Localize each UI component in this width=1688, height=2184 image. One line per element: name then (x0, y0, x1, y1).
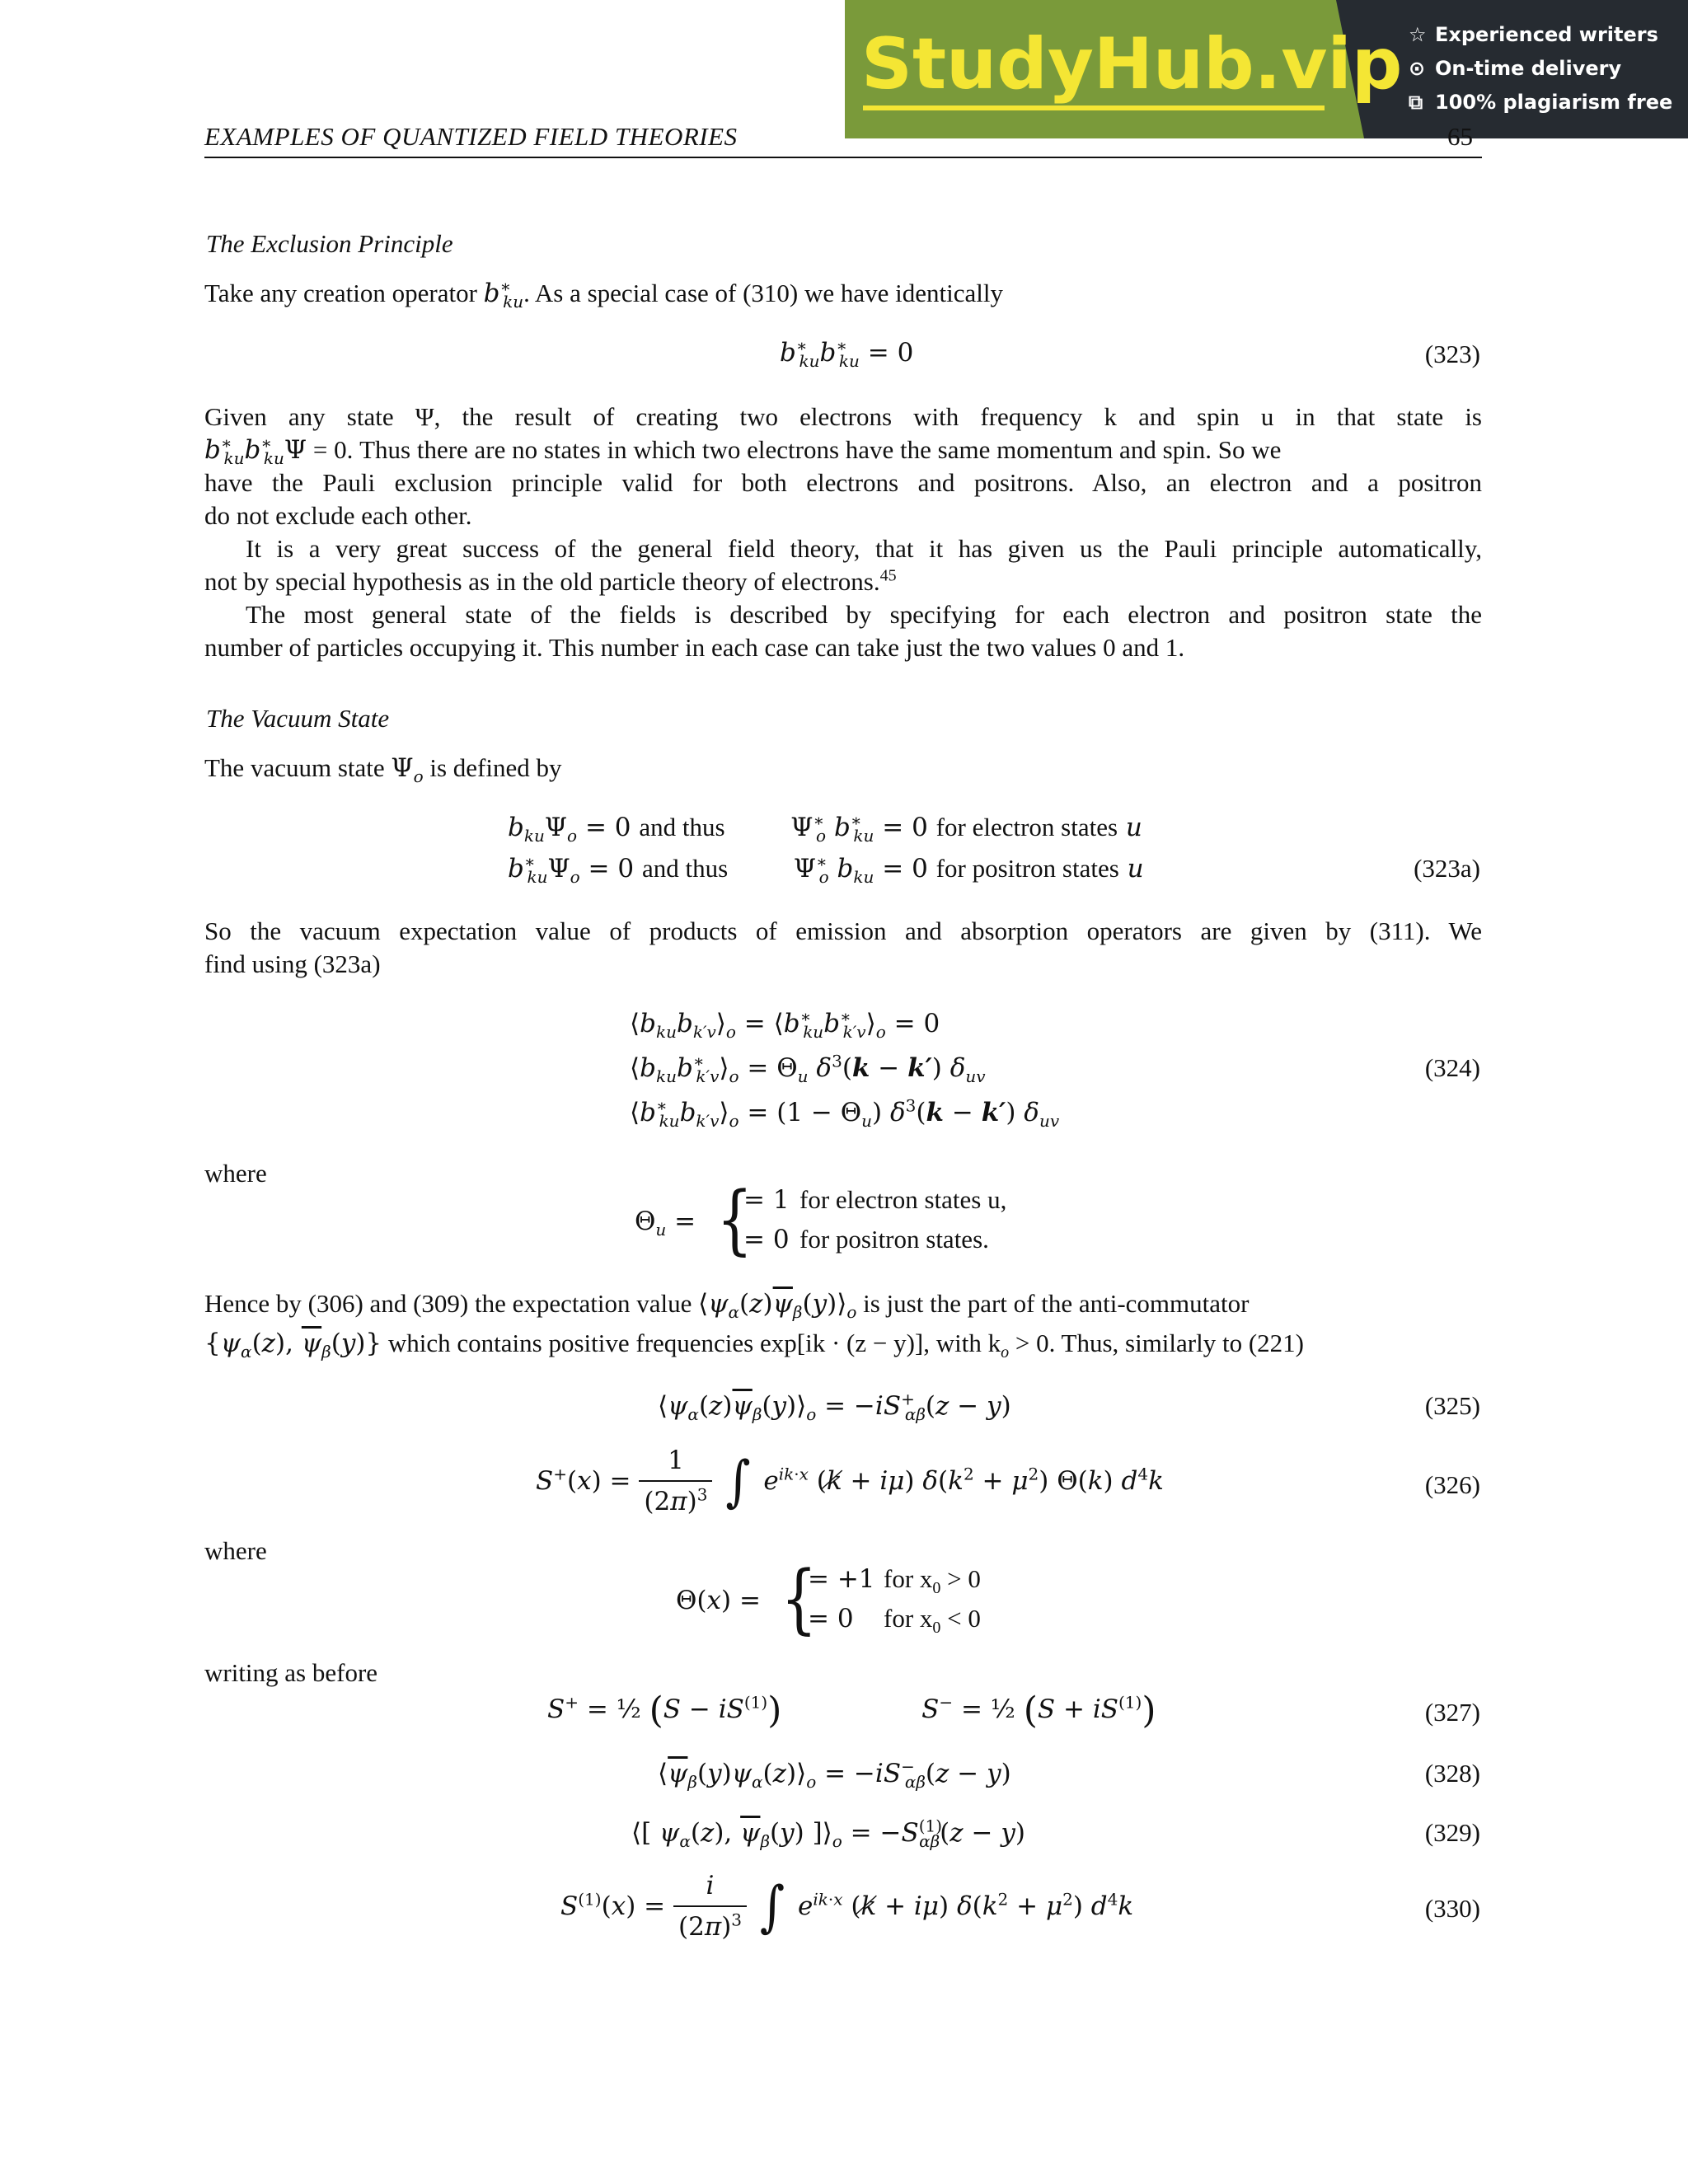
paragraph-line: do not exclude each other. (204, 501, 472, 530)
equation-number: (324) (1424, 1053, 1480, 1082)
paragraph-line: find using (323a) (204, 949, 381, 978)
brand-underline (863, 105, 1325, 110)
paragraph-intro (204, 277, 1003, 310)
text-run: < 0 (940, 1604, 981, 1633)
equation-number: (329) (1424, 1818, 1480, 1847)
paragraph-line: have the Pauli exclusion principle valid for both electrons and positrons. Also, an electron and a positron (204, 468, 1482, 497)
text-run: which contains positive frequencies exp[ik · (z − y)], with k (387, 1329, 1001, 1357)
text-run: for x (884, 1604, 933, 1633)
feature-plagiarism-free (1409, 91, 1672, 114)
text-run: > 0. Thus, similarly to (221) (1009, 1329, 1304, 1357)
equation-number: (327) (1424, 1698, 1480, 1727)
feature-label: Experienced writers (1435, 23, 1658, 46)
paragraph-line (204, 565, 897, 598)
text-run: for x (884, 1564, 933, 1593)
equation-323a-line2: $b^∗_{ku}\Psi_o = 0$ and thus $\Psi^∗_o$ $b_{ku} = 0$ for positron states u (508, 851, 1144, 888)
feature-experienced-writers (1409, 23, 1658, 46)
text-run: for electron states u, (799, 1185, 1007, 1214)
equation-324-line1: $⟨b_{ku}b_{k'v}⟩_o$ = $⟨b^∗_{ku}b^∗_{k'v}⟩_o = 0$ (630, 1006, 940, 1043)
paragraph-line: {$\psi_\alpha(z)$, $\overline{\psi}_\beta(y)$} which contains positive frequencies exp[ik · (z − y)], with $k_o > 0$. Thus, similarly to (221) (204, 1329, 1304, 1362)
equation-number: (323) (1424, 340, 1480, 368)
text-run: not by special hypothesis as in the old particle theory of electrons. (204, 567, 880, 596)
equation-325: $⟨\psi_\alpha(z)\overline{\psi}_\beta(y)⟩_o = -iS^+_{\alpha\beta}(z - y)$ (658, 1389, 1011, 1425)
star-icon: ☆ (1409, 23, 1427, 46)
equation-326: S+(x) = $\frac{1}{(2\pi)^3}$ ∫ $e^{ik\cdot x}$ (k̸ + iμ) $\delta(k^2 + \mu^2)$ Θ(k) $d^4k$ (536, 1446, 1164, 1516)
math-inline: $b^∗_{ku}b^∗_{ku}\Psi$ (204, 433, 307, 469)
paragraph-line: where (204, 1159, 267, 1188)
copy-icon: ⧉ (1409, 91, 1423, 114)
text-run: > 0 (940, 1564, 981, 1593)
paragraph-intro (204, 752, 562, 785)
equation-number: (330) (1424, 1894, 1480, 1923)
equation-number: (328) (1424, 1759, 1480, 1788)
math-inline: {$\psi_\alpha(z)$, $\overline{\psi}_\beta(y)$} (204, 1329, 382, 1362)
text-run: and thus (639, 813, 725, 841)
promo-banner[interactable] (845, 0, 1688, 138)
paragraph-line: The most general state of the fields is described by specifying for each electron and positron state the (246, 600, 1482, 629)
paragraph-line: It is a very great success of the general field theory, that it has given us the Pauli principle automatically, (246, 534, 1482, 563)
paragraph-line: Given any state Ψ, the result of creating two electrons with frequency k and spin u in that state is (204, 402, 1482, 431)
paragraph-line: where (204, 1536, 267, 1565)
paragraph-line (204, 433, 1282, 469)
text-run: Take any creation operator (204, 279, 484, 307)
text-run: Hence by (306) and (309) the expectation value (204, 1289, 692, 1318)
paragraph-line: number of particles occupying it. This number in each case can take just the two values 0 and 1. (204, 633, 1185, 662)
equation-327: S+ = ½ $(S - iS^{(1)})$ S− = ½ $(S + iS^{(1)})$ (547, 1690, 1156, 1732)
math-inline: $\Psi_o$ (391, 753, 424, 787)
equation-number: (323a) (1414, 854, 1480, 883)
equation-number: (326) (1424, 1470, 1480, 1499)
feature-on-time-delivery (1409, 57, 1621, 80)
section-heading-vacuum: The Vacuum State (206, 704, 390, 733)
section-heading-exclusion: The Exclusion Principle (206, 229, 453, 258)
text-run: is defined by (429, 753, 562, 782)
equation-number: (325) (1424, 1391, 1480, 1420)
paragraph-line (204, 1287, 1482, 1323)
text-run: is just the part of the anti-commutator (863, 1289, 1250, 1318)
equation-323: $b^∗_{ku}b^∗_{ku} = 0$ (780, 335, 914, 372)
feature-label: 100% plagiarism free (1435, 91, 1673, 114)
text-run: for positron states (935, 854, 1119, 883)
equation-323a-line1: $b_{ku}\Psi_o = 0$ and thus $\Psi^∗_o$ $b^∗_{ku} = 0$ for electron states u (508, 810, 1142, 846)
paragraph-line: writing as before (204, 1658, 378, 1687)
header-rule (204, 157, 1482, 158)
running-title: EXAMPLES OF QUANTIZED FIELD THEORIES (204, 122, 738, 151)
text-run: for electron states (935, 813, 1118, 841)
text-run: for positron states. (799, 1225, 989, 1254)
brand-logo[interactable]: StudyHub.vip (861, 23, 1403, 105)
equation-330: $S^{(1)}(x)$ = $\frac{i}{(2\pi)^3}$ ∫ $e^{ik\cdot x}$ (k̸ + iμ) $\delta(k^2 + \mu^2)$ $d^4k$ (560, 1871, 1134, 1942)
text-run: = 0. Thus there are no states in which two electrons have the same momentum and spin. So we (307, 435, 1282, 464)
math-inline: $⟨\psi_\alpha(z)\overline{\psi}_\beta(y)⟩_o$ (698, 1289, 857, 1323)
equation-324-line3: $⟨b^∗_{ku}b_{k'v}⟩_o = (1 - \Theta_u) \delta^3(k - k')$ $\delta_{uv}$ (630, 1095, 1060, 1132)
text-run: and thus (641, 854, 729, 883)
text-run: The vacuum state (204, 753, 385, 782)
page-number: 65 (1447, 122, 1473, 151)
equation-328: $⟨\overline{\psi}_\beta(y)\psi_\alpha(z)⟩_o = -iS^-_{\alpha\beta}(z - y)$ (658, 1756, 1011, 1793)
equation-324-line2: $⟨b_{ku}b^∗_{k'v}⟩_o = \Theta_u$ $\delta^3(k - k')$ $\delta_{uv}$ (630, 1051, 986, 1087)
paragraph-line: So the vacuum expectation value of products of emission and absorption operators are given by (311). We (204, 916, 1482, 945)
math-inline: $b^∗_{ku}$ (483, 276, 524, 312)
footnote-ref[interactable]: 45 (879, 566, 897, 585)
feature-label: On-time delivery (1435, 57, 1622, 80)
equation-329: ⟨[ $\psi_\alpha(z)$, $\overline{\psi}_\beta(y)$ ]$⟩_o = -S^{(1)}_{\alpha\beta}(z - y)$ (631, 1816, 1025, 1852)
text-run: . As a special case of (310) we have identically (523, 279, 1003, 307)
clock-icon: ⊙ (1409, 57, 1426, 80)
